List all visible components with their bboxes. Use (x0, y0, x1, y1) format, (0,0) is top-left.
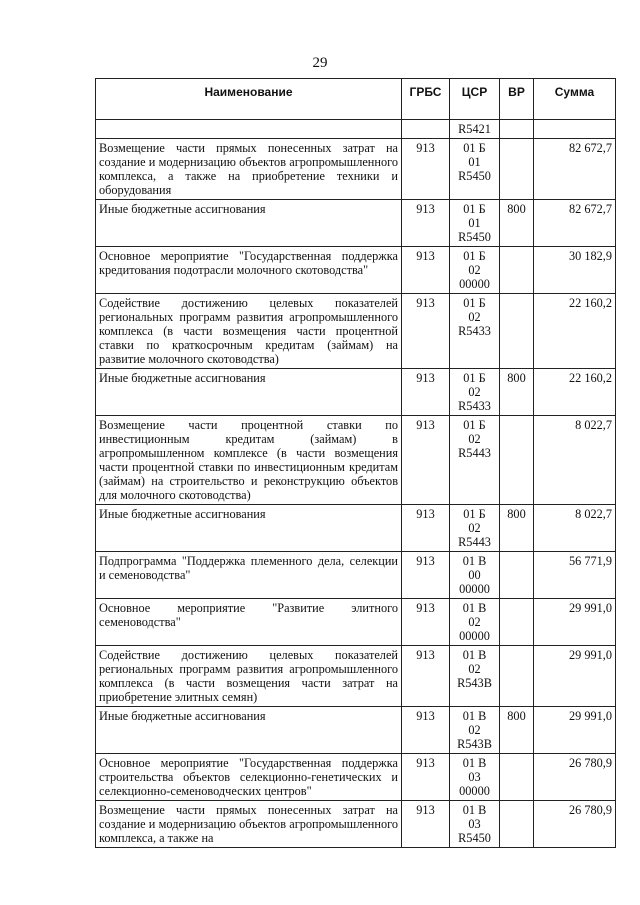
csr-code-part: R5443 (458, 446, 491, 460)
header-vr: ВР (500, 79, 534, 120)
table-row (96, 416, 616, 505)
row-grbs-cell: 913 (402, 707, 450, 754)
row-vr-cell (500, 801, 534, 848)
row-vr-cell: 800 (500, 505, 534, 552)
page-number: 29 (312, 55, 328, 71)
csr-code-part: 01 Б (463, 296, 486, 310)
row-sum-cell: 30 182,9 (534, 247, 616, 294)
row-name-cell: Содействие достижению целевых показателей региональных программ развития агропромышленного комплекса (в части возмещения части затрат на приобретение элитных семян) (96, 646, 402, 707)
table-row (96, 139, 616, 200)
row-csr-cell (450, 369, 500, 416)
row-vr-cell (500, 247, 534, 294)
table-row (96, 294, 616, 369)
csr-code-part: 01 (468, 216, 481, 230)
row-grbs-cell: 913 (402, 416, 450, 505)
csr-code-part: 02 (468, 310, 481, 324)
csr-code-part: R5433 (458, 324, 491, 338)
budget-table (95, 78, 616, 848)
row-name-cell: Иные бюджетные ассигнования (96, 707, 402, 754)
table-row (96, 505, 616, 552)
row-csr-cell (450, 294, 500, 369)
row-name-cell: Подпрограмма "Поддержка племенного дела, селекции и семеноводства" (96, 552, 402, 599)
row-csr-cell (450, 139, 500, 200)
row-csr-cell (450, 505, 500, 552)
row-vr-cell (500, 646, 534, 707)
row-grbs-cell: 913 (402, 247, 450, 294)
table-row (96, 369, 616, 416)
row-sum-cell: 82 672,7 (534, 139, 616, 200)
csr-code-part: R543В (457, 737, 492, 751)
row-csr-cell (450, 646, 500, 707)
table-body (96, 120, 616, 848)
csr-code-part: 01 Б (463, 249, 486, 263)
row-grbs-cell: 913 (402, 139, 450, 200)
csr-code-part: 00 (468, 568, 481, 582)
row-grbs-cell (402, 120, 450, 139)
row-grbs-cell: 913 (402, 369, 450, 416)
row-vr-cell (500, 416, 534, 505)
row-grbs-cell: 913 (402, 599, 450, 646)
row-name-cell: Основное мероприятие "Развитие элитного семеноводства" (96, 599, 402, 646)
table-row (96, 120, 616, 139)
header-sum: Сумма (534, 79, 616, 120)
csr-code-part: R5443 (458, 535, 491, 549)
row-vr-cell (500, 552, 534, 599)
row-grbs-cell: 913 (402, 801, 450, 848)
row-vr-cell: 800 (500, 707, 534, 754)
row-name-cell (96, 120, 402, 139)
csr-code-part: 03 (468, 817, 481, 831)
row-sum-cell: 22 160,2 (534, 294, 616, 369)
csr-code-part: 00000 (459, 784, 490, 798)
row-csr-cell (450, 552, 500, 599)
table-row (96, 552, 616, 599)
row-vr-cell (500, 754, 534, 801)
row-sum-cell: 56 771,9 (534, 552, 616, 599)
csr-code-part: 01 Б (463, 202, 486, 216)
row-csr-cell (450, 247, 500, 294)
csr-code-part: 01 В (462, 554, 487, 568)
row-sum-cell: 26 780,9 (534, 801, 616, 848)
row-vr-cell: 800 (500, 200, 534, 247)
header-csr: ЦСР (450, 79, 500, 120)
csr-code-part: 00000 (459, 582, 490, 596)
csr-code-part: 01 (468, 155, 481, 169)
csr-code-part: 01 Б (463, 507, 486, 521)
row-sum-cell: 22 160,2 (534, 369, 616, 416)
csr-code-part: 01 Б (463, 371, 486, 385)
csr-code-part: 01 В (462, 756, 487, 770)
table-row (96, 754, 616, 801)
table-row (96, 707, 616, 754)
row-name-cell: Возмещение части прямых понесенных затрат на создание и модернизацию объектов агропромышленного комплекса, а также на приобретение техники и оборудования (96, 139, 402, 200)
csr-code-part: 00000 (459, 629, 490, 643)
row-name-cell: Иные бюджетные ассигнования (96, 200, 402, 247)
row-vr-cell (500, 139, 534, 200)
row-sum-cell: 26 780,9 (534, 754, 616, 801)
csr-code-part: 01 В (462, 709, 487, 723)
csr-code-part: 03 (468, 770, 481, 784)
row-grbs-cell: 913 (402, 200, 450, 247)
row-csr-cell (450, 801, 500, 848)
csr-code-part: 02 (468, 723, 481, 737)
csr-code-part: 00000 (459, 277, 490, 291)
csr-code-part: R5421 (458, 122, 491, 136)
csr-code-part: 02 (468, 615, 481, 629)
table-header-row (96, 79, 616, 120)
csr-code-part: 02 (468, 385, 481, 399)
row-sum-cell: 8 022,7 (534, 416, 616, 505)
header-name: Наименование (96, 79, 402, 120)
csr-code-part: 01 В (462, 648, 487, 662)
csr-code-part: 02 (468, 662, 481, 676)
row-name-cell: Основное мероприятие "Государственная поддержка строительства объектов селекционно-генетических и селекционно-семеноводческих центров" (96, 754, 402, 801)
row-csr-cell (450, 754, 500, 801)
row-sum-cell (534, 120, 616, 139)
row-name-cell: Возмещение части процентной ставки по инвестиционным кредитам (займам) в агропромышленном комплексе (в части возмещения части процентной ставки по инвестиционным кредитам (займам) на строительство и реконструкцию объектов для молочного скотоводства) (96, 416, 402, 505)
row-vr-cell (500, 294, 534, 369)
table-row (96, 200, 616, 247)
row-name-cell: Содействие достижению целевых показателей региональных программ развития агропромышленного комплекса (в части возмещения части процентной ставки по краткосрочным кредитам (займам) на развитие молочного скотоводства) (96, 294, 402, 369)
row-sum-cell: 29 991,0 (534, 646, 616, 707)
csr-code-part: 01 В (462, 803, 487, 817)
csr-code-part: R5450 (458, 230, 491, 244)
row-vr-cell: 800 (500, 369, 534, 416)
csr-code-part: R5433 (458, 399, 491, 413)
csr-code-part: 02 (468, 263, 481, 277)
csr-code-part: 01 Б (463, 418, 486, 432)
table-row (96, 599, 616, 646)
row-sum-cell: 29 991,0 (534, 599, 616, 646)
table-row (96, 247, 616, 294)
row-name-cell: Возмещение части прямых понесенных затрат на создание и модернизацию объектов агропромышленного комплекса, а также на (96, 801, 402, 848)
row-vr-cell (500, 599, 534, 646)
row-grbs-cell: 913 (402, 505, 450, 552)
row-csr-cell (450, 200, 500, 247)
row-sum-cell: 8 022,7 (534, 505, 616, 552)
row-csr-cell (450, 707, 500, 754)
table-row (96, 646, 616, 707)
row-grbs-cell: 913 (402, 646, 450, 707)
row-grbs-cell: 913 (402, 754, 450, 801)
row-name-cell: Основное мероприятие "Государственная поддержка кредитования подотрасли молочного скотоводства" (96, 247, 402, 294)
row-csr-cell (450, 120, 500, 139)
csr-code-part: 01 Б (463, 141, 486, 155)
csr-code-part: 02 (468, 432, 481, 446)
row-csr-cell (450, 416, 500, 505)
csr-code-part: R543В (457, 676, 492, 690)
csr-code-part: 02 (468, 521, 481, 535)
row-sum-cell: 82 672,7 (534, 200, 616, 247)
csr-code-part: R5450 (458, 831, 491, 845)
row-vr-cell (500, 120, 534, 139)
row-grbs-cell: 913 (402, 552, 450, 599)
row-name-cell: Иные бюджетные ассигнования (96, 369, 402, 416)
header-grbs: ГРБС (402, 79, 450, 120)
csr-code-part: 01 В (462, 601, 487, 615)
table-row (96, 801, 616, 848)
row-name-cell: Иные бюджетные ассигнования (96, 505, 402, 552)
row-grbs-cell: 913 (402, 294, 450, 369)
row-sum-cell: 29 991,0 (534, 707, 616, 754)
row-csr-cell (450, 599, 500, 646)
csr-code-part: R5450 (458, 169, 491, 183)
